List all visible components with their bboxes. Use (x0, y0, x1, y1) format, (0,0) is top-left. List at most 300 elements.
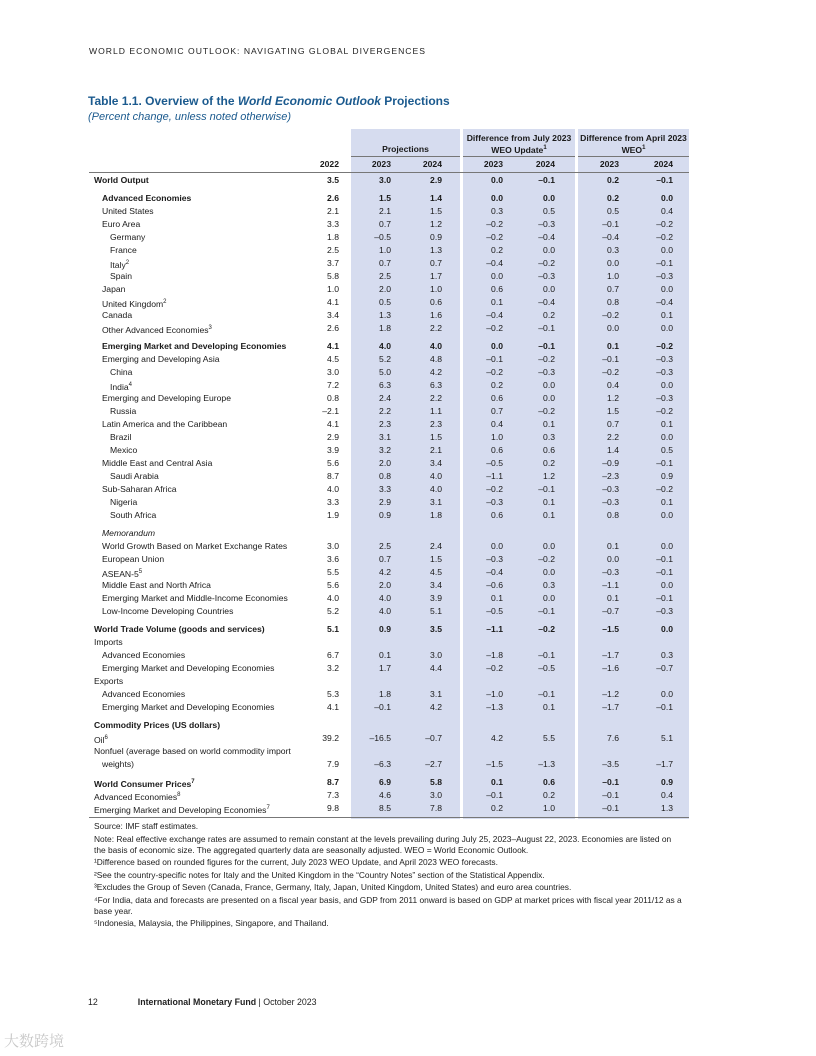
table-row (89, 379, 689, 392)
value-cell: 8.5 (379, 803, 391, 813)
value-cell: 39.2 (322, 733, 339, 743)
value-cell: 1.0 (543, 803, 555, 813)
value-cell: 3.3 (327, 219, 339, 229)
table-row (89, 758, 689, 771)
value-cell: 0.0 (661, 245, 673, 255)
value-cell: –0.7 (656, 663, 673, 673)
row-label: Emerging Market and Developing Economies$^7$ (94, 804, 270, 815)
row-label: Latin America and the Caribbean (102, 419, 228, 429)
row-label: United Kingdom$^2$ (102, 298, 167, 309)
value-cell: 0.0 (661, 624, 673, 634)
value-cell: 2.3 (430, 419, 442, 429)
table-title: Table 1.1. Overview of the World Economic Outlook Projections (88, 94, 450, 108)
value-cell: –0.1 (602, 354, 619, 364)
value-cell: 0.6 (543, 777, 555, 787)
value-cell: –0.1 (538, 689, 555, 699)
value-cell: 4.0 (379, 341, 391, 351)
year-header-row (89, 158, 689, 171)
value-cell: –0.1 (656, 175, 673, 185)
footnote-1: ¹Difference based on rounded figures for the current, July 2023 WEO Update, and April 2023 WEO forecasts. (94, 857, 498, 867)
watermark: 大数跨境 (4, 1033, 65, 1050)
value-cell: –0.4 (538, 297, 555, 307)
value-cell: –0.1 (538, 175, 555, 185)
table-row (89, 257, 689, 270)
row-label: Brazil (110, 432, 132, 442)
value-cell: 2.6 (327, 323, 339, 333)
value-cell: 5.5 (543, 733, 555, 743)
value-cell: 4.1 (327, 419, 339, 429)
value-cell: 2.0 (379, 458, 391, 468)
value-cell: 0.2 (543, 310, 555, 320)
table-row (89, 418, 689, 431)
value-cell: 0.0 (661, 432, 673, 442)
footnote-4: ⁴For India, data and forecasts are presented on a fiscal year basis, and GDP from 2011 onward is based on GDP at market prices with fiscal year 2011/12 as a base year. (94, 894, 682, 916)
value-cell: –1.0 (486, 689, 503, 699)
value-cell: 1.8 (327, 232, 339, 242)
row-label: Saudi Arabia (110, 471, 159, 481)
value-cell: 5.8 (430, 777, 442, 787)
value-cell: –0.1 (538, 323, 555, 333)
table-row (89, 283, 689, 296)
table-row (89, 649, 689, 662)
value-cell: 1.3 (661, 803, 673, 813)
value-cell: –0.3 (538, 367, 555, 377)
value-cell: –1.5 (602, 624, 619, 634)
publisher: International Monetary Fund (137, 997, 257, 1007)
value-cell: 9.8 (327, 803, 339, 813)
value-cell: –0.2 (538, 258, 555, 268)
value-cell: –0.4 (486, 310, 503, 320)
value-cell: 0.0 (661, 284, 673, 294)
value-cell: 4.2 (379, 567, 391, 577)
value-cell: 5.1 (327, 624, 339, 634)
row-label: Exports (94, 676, 124, 686)
value-cell: 1.0 (607, 271, 619, 281)
value-cell: 3.2 (327, 663, 339, 673)
row-label: World Consumer Prices$^7$ (94, 778, 195, 789)
value-cell: 5.8 (327, 271, 339, 281)
row-label: South Africa (110, 510, 157, 520)
table-row (89, 244, 689, 257)
header-july-diff: Difference from July 2023 WEO Update$^1$ (466, 133, 572, 155)
value-cell: 1.4 (607, 445, 619, 455)
value-cell: 1.0 (379, 245, 391, 255)
value-cell: 1.8 (430, 510, 442, 520)
table-row (89, 540, 689, 553)
value-cell: 0.0 (607, 554, 619, 564)
table-row (89, 579, 689, 592)
value-cell: –1.5 (486, 759, 503, 769)
value-cell: –0.3 (538, 271, 555, 281)
value-cell: 0.0 (491, 193, 503, 203)
value-cell: 0.6 (491, 284, 503, 294)
row-label: Sub-Saharan Africa (102, 484, 177, 494)
value-cell: 4.0 (430, 341, 442, 351)
row-label: Advanced Economies (102, 650, 186, 660)
value-cell: 4.0 (379, 593, 391, 603)
value-cell: –0.1 (486, 354, 503, 364)
value-cell: –0.1 (656, 702, 673, 712)
table-row (89, 592, 689, 605)
value-cell: –0.7 (425, 733, 442, 743)
value-cell: –2.1 (322, 406, 339, 416)
value-cell: 5.6 (327, 458, 339, 468)
table-notes (94, 821, 684, 931)
value-cell: –0.1 (486, 790, 503, 800)
value-cell: –0.2 (486, 232, 503, 242)
value-cell: 7.9 (327, 759, 339, 769)
value-cell: 0.6 (491, 445, 503, 455)
value-cell: 0.1 (543, 702, 555, 712)
value-cell: 0.9 (661, 777, 673, 787)
value-cell: 6.9 (379, 777, 391, 787)
value-cell: –0.1 (602, 790, 619, 800)
value-cell: –0.3 (486, 554, 503, 564)
row-label: World Growth Based on Market Exchange Rates (102, 541, 288, 551)
value-cell: –0.1 (656, 258, 673, 268)
value-cell: 7.3 (327, 790, 339, 800)
value-cell: 0.0 (543, 541, 555, 551)
value-cell: –0.2 (656, 341, 673, 351)
table-row (89, 444, 689, 457)
table-row (89, 353, 689, 366)
value-cell: 1.0 (491, 432, 503, 442)
value-cell: 0.5 (543, 206, 555, 216)
value-cell: 0.7 (607, 284, 619, 294)
row-label: Imports (94, 637, 123, 647)
table-row (89, 688, 689, 701)
value-cell: 0.7 (379, 219, 391, 229)
value-cell: 0.1 (661, 419, 673, 429)
value-cell: 4.0 (327, 484, 339, 494)
value-cell: 0.4 (491, 419, 503, 429)
value-cell: –1.1 (602, 580, 619, 590)
value-cell: 0.0 (543, 245, 555, 255)
table-row (89, 296, 689, 309)
table-row (89, 470, 689, 483)
row-label: China (110, 367, 133, 377)
value-cell: 0.3 (661, 650, 673, 660)
table-row (89, 192, 689, 205)
value-cell: –0.1 (602, 777, 619, 787)
footnote-5: ⁵Indonesia, Malaysia, the Philippines, Singapore, and Thailand. (94, 918, 329, 928)
value-cell: –0.4 (486, 258, 503, 268)
value-cell: 1.5 (607, 406, 619, 416)
value-cell: 0.6 (491, 393, 503, 403)
value-cell: 1.2 (607, 393, 619, 403)
table-row (89, 270, 689, 283)
value-cell: –2.3 (602, 471, 619, 481)
value-cell: –0.2 (656, 219, 673, 229)
row-label: World Trade Volume (goods and services) (94, 624, 265, 634)
value-cell: 0.0 (543, 284, 555, 294)
value-cell: 2.5 (379, 541, 391, 551)
value-cell: 0.2 (543, 790, 555, 800)
value-cell: –0.2 (538, 354, 555, 364)
value-cell: –0.5 (486, 458, 503, 468)
value-cell: 2.9 (379, 497, 391, 507)
value-cell: –0.5 (486, 606, 503, 616)
value-cell: 6.3 (430, 380, 442, 390)
value-cell: 1.2 (430, 219, 442, 229)
year-cell: 2024 (535, 159, 555, 169)
value-cell: –1.7 (602, 702, 619, 712)
value-cell: 0.0 (543, 380, 555, 390)
value-cell: 7.6 (607, 733, 619, 743)
row-label: Japan (102, 284, 126, 294)
value-cell: 5.3 (327, 689, 339, 699)
row-label: Emerging Market and Middle-Income Economies (102, 593, 288, 603)
value-cell: –0.3 (602, 497, 619, 507)
value-cell: 2.9 (430, 175, 442, 185)
row-label: Euro Area (102, 219, 141, 229)
value-cell: –0.5 (374, 232, 391, 242)
value-cell: –0.3 (656, 354, 673, 364)
value-cell: 4.8 (430, 354, 442, 364)
value-cell: 4.4 (430, 663, 442, 673)
value-cell: –0.4 (656, 297, 673, 307)
value-cell: 4.2 (430, 367, 442, 377)
value-cell: –0.2 (486, 323, 503, 333)
value-cell: 0.2 (491, 803, 503, 813)
value-cell: 2.4 (379, 393, 391, 403)
value-cell: 3.3 (379, 484, 391, 494)
value-cell: 0.3 (491, 206, 503, 216)
value-cell: 0.1 (543, 497, 555, 507)
value-cell: –1.3 (486, 702, 503, 712)
value-cell: 0.4 (607, 380, 619, 390)
running-header: WORLD ECONOMIC OUTLOOK: NAVIGATING GLOBAL DIVERGENCES (89, 46, 426, 56)
value-cell: 0.0 (661, 323, 673, 333)
row-label: Emerging and Developing Europe (102, 393, 231, 403)
value-cell: 2.1 (327, 206, 339, 216)
table-row (89, 509, 689, 522)
table-row (89, 719, 689, 732)
value-cell: –0.1 (656, 458, 673, 468)
value-cell: 2.5 (379, 271, 391, 281)
value-cell: 1.2 (543, 471, 555, 481)
page-footer (88, 997, 317, 1007)
table-row (89, 732, 689, 745)
table-row (89, 174, 689, 187)
value-cell: 0.1 (491, 777, 503, 787)
table-row (89, 566, 689, 579)
table-row (89, 457, 689, 470)
value-cell: 3.0 (327, 541, 339, 551)
value-cell: –1.6 (602, 663, 619, 673)
value-cell: 0.0 (491, 541, 503, 551)
year-cell: 2024 (422, 159, 442, 169)
value-cell: 4.2 (430, 702, 442, 712)
value-cell: 4.0 (379, 606, 391, 616)
table-row (89, 802, 689, 815)
value-cell: 3.2 (379, 445, 391, 455)
table-row (89, 309, 689, 322)
value-cell: 0.9 (430, 232, 442, 242)
note-general: Note: Real effective exchange rates are assumed to remain constant at the levels prevailing during July 25, 2023–August 22, 2023. Economies are listed on the basis of economic size. The aggregated quarterly data are seasonally adjusted. WEO = World Economic Outlook. (94, 833, 672, 855)
value-cell: 0.1 (379, 650, 391, 660)
value-cell: 8.7 (327, 777, 339, 787)
publication-date: | October 2023 (256, 997, 317, 1007)
value-cell: 1.7 (379, 663, 391, 673)
value-cell: 7.2 (327, 380, 339, 390)
value-cell: 0.8 (607, 297, 619, 307)
value-cell: –0.3 (656, 606, 673, 616)
value-cell: –1.1 (486, 624, 503, 634)
row-label: Other Advanced Economies$^3$ (102, 324, 212, 335)
value-cell: 0.0 (661, 510, 673, 520)
value-cell: 3.1 (430, 689, 442, 699)
value-cell: 4.2 (491, 733, 503, 743)
value-cell: –0.3 (602, 484, 619, 494)
header-projections: Projections (382, 144, 429, 154)
row-label: Low-Income Developing Countries (102, 606, 234, 616)
value-cell: 0.9 (379, 510, 391, 520)
value-cell: –0.1 (538, 341, 555, 351)
table-row (89, 340, 689, 353)
value-cell: 5.0 (379, 367, 391, 377)
value-cell: 4.1 (327, 297, 339, 307)
value-cell: 3.0 (379, 175, 391, 185)
value-cell: 3.1 (379, 432, 391, 442)
row-label: Emerging and Developing Asia (102, 354, 220, 364)
value-cell: 0.4 (661, 206, 673, 216)
value-cell: 4.6 (379, 790, 391, 800)
value-cell: –0.2 (486, 484, 503, 494)
value-cell: –0.3 (486, 497, 503, 507)
value-cell: 8.7 (327, 471, 339, 481)
value-cell: 2.4 (430, 541, 442, 551)
value-cell: 0.7 (430, 258, 442, 268)
value-cell: –0.2 (538, 554, 555, 564)
year-cell: 2023 (483, 159, 503, 169)
value-cell: 1.1 (430, 406, 442, 416)
value-cell: 5.2 (379, 354, 391, 364)
row-label: Nonfuel (average based on world commodity import (94, 746, 291, 756)
value-cell: –3.5 (602, 759, 619, 769)
value-cell: 3.9 (430, 593, 442, 603)
value-cell: 6.7 (327, 650, 339, 660)
value-cell: 0.6 (543, 445, 555, 455)
value-cell: 1.5 (430, 206, 442, 216)
value-cell: –0.5 (538, 663, 555, 673)
value-cell: –0.2 (486, 219, 503, 229)
value-cell: 3.9 (327, 445, 339, 455)
value-cell: –0.2 (656, 406, 673, 416)
value-cell: 0.0 (543, 593, 555, 603)
table-row (89, 789, 689, 802)
value-cell: 3.5 (327, 175, 339, 185)
value-cell: 2.0 (379, 284, 391, 294)
value-cell: 3.0 (430, 790, 442, 800)
value-cell: 0.7 (607, 419, 619, 429)
value-cell: –16.5 (369, 733, 391, 743)
value-cell: 0.5 (661, 445, 673, 455)
value-cell: 3.4 (327, 310, 339, 320)
table-row (89, 623, 689, 636)
row-label: European Union (102, 554, 165, 564)
value-cell: –0.4 (538, 232, 555, 242)
table-subtitle: (Percent change, unless noted otherwise) (88, 111, 292, 123)
table-row (89, 745, 689, 758)
row-label: weights) (102, 759, 134, 769)
row-label: Emerging Market and Developing Economies (102, 341, 287, 351)
value-cell: 0.0 (543, 567, 555, 577)
value-cell: 3.4 (430, 458, 442, 468)
value-cell: 3.3 (327, 497, 339, 507)
row-label: Nigeria (110, 497, 138, 507)
row-label: Spain (110, 271, 132, 281)
value-cell: 1.0 (327, 284, 339, 294)
value-cell: 1.7 (430, 271, 442, 281)
value-cell: 5.5 (327, 567, 339, 577)
value-cell: 0.9 (379, 624, 391, 634)
value-cell: 4.1 (327, 702, 339, 712)
value-cell: 0.0 (607, 323, 619, 333)
value-cell: 4.5 (430, 567, 442, 577)
value-cell: 1.5 (430, 554, 442, 564)
row-label: World Output (94, 175, 149, 185)
value-cell: –1.7 (602, 650, 619, 660)
row-label: Oil$^6$ (94, 734, 108, 745)
value-cell: 0.1 (607, 341, 619, 351)
value-cell: 0.0 (607, 258, 619, 268)
value-cell: 3.4 (430, 580, 442, 590)
table-row (89, 205, 689, 218)
row-label: Advanced Economies (102, 193, 192, 203)
value-cell: 2.1 (430, 445, 442, 455)
value-cell: 0.0 (661, 689, 673, 699)
value-cell: 3.0 (430, 650, 442, 660)
table-row (89, 675, 689, 688)
table-row (89, 553, 689, 566)
value-cell: 1.8 (379, 689, 391, 699)
value-cell: 0.1 (491, 297, 503, 307)
year-cell: 2024 (653, 159, 673, 169)
value-cell: 0.8 (379, 471, 391, 481)
row-label: Canada (102, 310, 133, 320)
value-cell: –0.2 (656, 232, 673, 242)
row-label: Italy$^2$ (110, 259, 130, 270)
value-cell: –0.2 (486, 663, 503, 673)
value-cell: –0.1 (602, 803, 619, 813)
value-cell: 4.0 (430, 484, 442, 494)
table-row (89, 496, 689, 509)
value-cell: 0.1 (607, 593, 619, 603)
value-cell: –0.1 (656, 554, 673, 564)
value-cell: –0.2 (486, 367, 503, 377)
year-cell: 2023 (599, 159, 619, 169)
value-cell: 0.6 (491, 510, 503, 520)
table-row (89, 366, 689, 379)
header-april-diff: Difference from April 2023 WEO$^1$ (580, 133, 687, 155)
value-cell: –1.8 (486, 650, 503, 660)
value-cell: –0.3 (656, 393, 673, 403)
row-label: United States (102, 206, 154, 216)
table-row (89, 636, 689, 649)
value-cell: –6.3 (374, 759, 391, 769)
value-cell: 0.7 (379, 554, 391, 564)
value-cell: 4.0 (327, 593, 339, 603)
row-label: Mexico (110, 445, 138, 455)
value-cell: 0.1 (661, 497, 673, 507)
row-label: Advanced Economies (102, 689, 186, 699)
footnote-2: ²See the country-specific notes for Italy and the United Kingdom in the “Country Notes” section of the Statistical Appendix. (94, 869, 545, 880)
value-cell: 2.1 (379, 206, 391, 216)
row-label: Germany (110, 232, 146, 242)
value-cell: 1.3 (430, 245, 442, 255)
value-cell: 0.3 (543, 580, 555, 590)
